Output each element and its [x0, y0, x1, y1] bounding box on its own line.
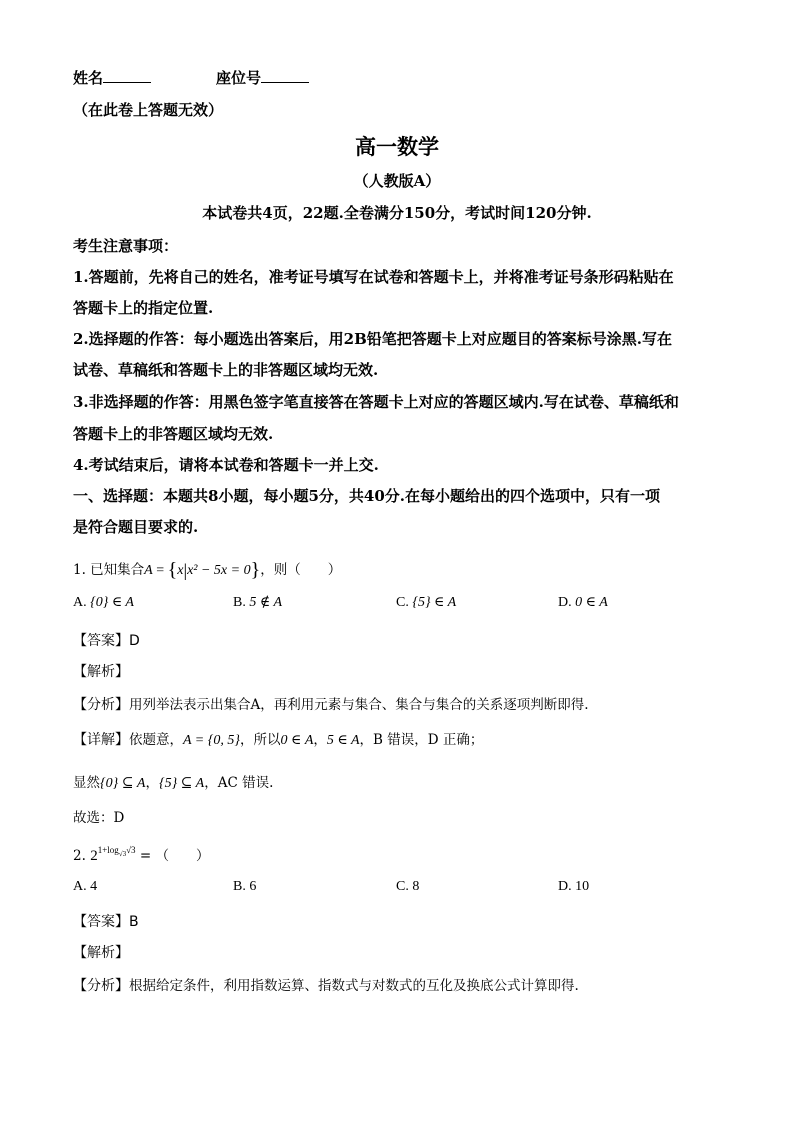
q2-answer: 【答案】B: [73, 914, 139, 930]
q1-option-b: B. 5 ∉ A: [233, 595, 283, 610]
instruction-4: 4.考试结束后，请将本试卷和答题卡一并上交.: [73, 456, 379, 474]
instruction-2-line2: 试卷、草稿纸和答题卡上的非答题区域均无效.: [73, 361, 379, 379]
instruction-3-line2: 答题卡上的非答题区域均无效.: [73, 425, 274, 443]
name-field: [73, 67, 151, 88]
instruction-1-line2: 答题卡上的指定位置.: [73, 299, 214, 317]
name-label: 姓名: [73, 69, 104, 87]
q2-option-c: C. 8: [396, 879, 420, 894]
exam-info: 本试卷共4页，22题.全卷满分150分，考试时间120分钟.: [202, 204, 592, 222]
q2-analysis-tag: 【解析】: [73, 945, 129, 961]
q1-suffix: ，则（ ）: [260, 562, 342, 578]
q1-set: A = {x|x² − 5x = 0}: [144, 559, 261, 581]
q1-prefix: 1. 已知集合: [73, 562, 145, 578]
q2-option-b: B. 6: [233, 879, 257, 894]
seat-label: 座位号: [216, 69, 262, 87]
q2-option-a: A. 4: [73, 879, 98, 894]
edition: （人教版A）: [353, 172, 441, 190]
q1-option-a: A. {0} ∈ A: [73, 595, 134, 610]
q1-option-c: C. {5} ∈ A: [396, 595, 457, 610]
instruction-3-line1: 3.非选择题的作答：用黑色签字笔直接答在答题卡上对应的答题区域内.写在试卷、草稿纸和: [73, 393, 679, 411]
notice: （在此卷上答题无效）: [73, 101, 224, 119]
instruction-1-line1: 1.答题前，先将自己的姓名，准考证号填写在试卷和答题卡上，并将准考证号条形码粘贴在: [73, 268, 674, 286]
seat-blank: [261, 68, 309, 83]
instruction-2-line1: 2.选择题的作答：每小题选出答案后，用2B铅笔把答题卡上对应题目的答案标号涂黑.写在: [73, 330, 673, 348]
q1-choose: 故选：D: [73, 810, 125, 826]
section1-line2: 是符合题目要求的.: [73, 518, 199, 536]
section1-line1: 一、选择题：本题共8小题，每小题5分，共40分.在每小题给出的四个选项中，只有一项: [73, 487, 660, 505]
q2-option-d: D. 10: [558, 879, 590, 894]
seat-field: [216, 67, 309, 88]
q1-fenxi: 【分析】用列举法表示出集合A，再利用元素与集合、集合与集合的关系逐项判断即得.: [73, 697, 589, 713]
q1-option-d: D. 0 ∈ A: [558, 595, 608, 610]
q1-answer: 【答案】D: [73, 633, 140, 649]
instructions-heading: 考生注意事项：: [73, 237, 179, 255]
page-title: 高一数学: [355, 134, 439, 159]
name-blank: [103, 68, 151, 83]
q1-analysis-tag: 【解析】: [73, 664, 129, 680]
q1-stem: [73, 558, 341, 582]
q1-obvious: 显然{0} ⊆ A，{5} ⊆ A，AC 错误.: [73, 775, 274, 791]
q2-fenxi: 【分析】根据给定条件，利用指数运算、指数式与对数式的互化及换底公式计算即得.: [73, 978, 579, 994]
q2-stem: 2. $2^{1+log_{√3}√3}$ = （ ）: [73, 845, 210, 864]
q1-detail: 【详解】依题意，A = {0, 5}，所以0 ∈ A，5 ∈ A，B 错误，D 正确；: [73, 732, 484, 748]
